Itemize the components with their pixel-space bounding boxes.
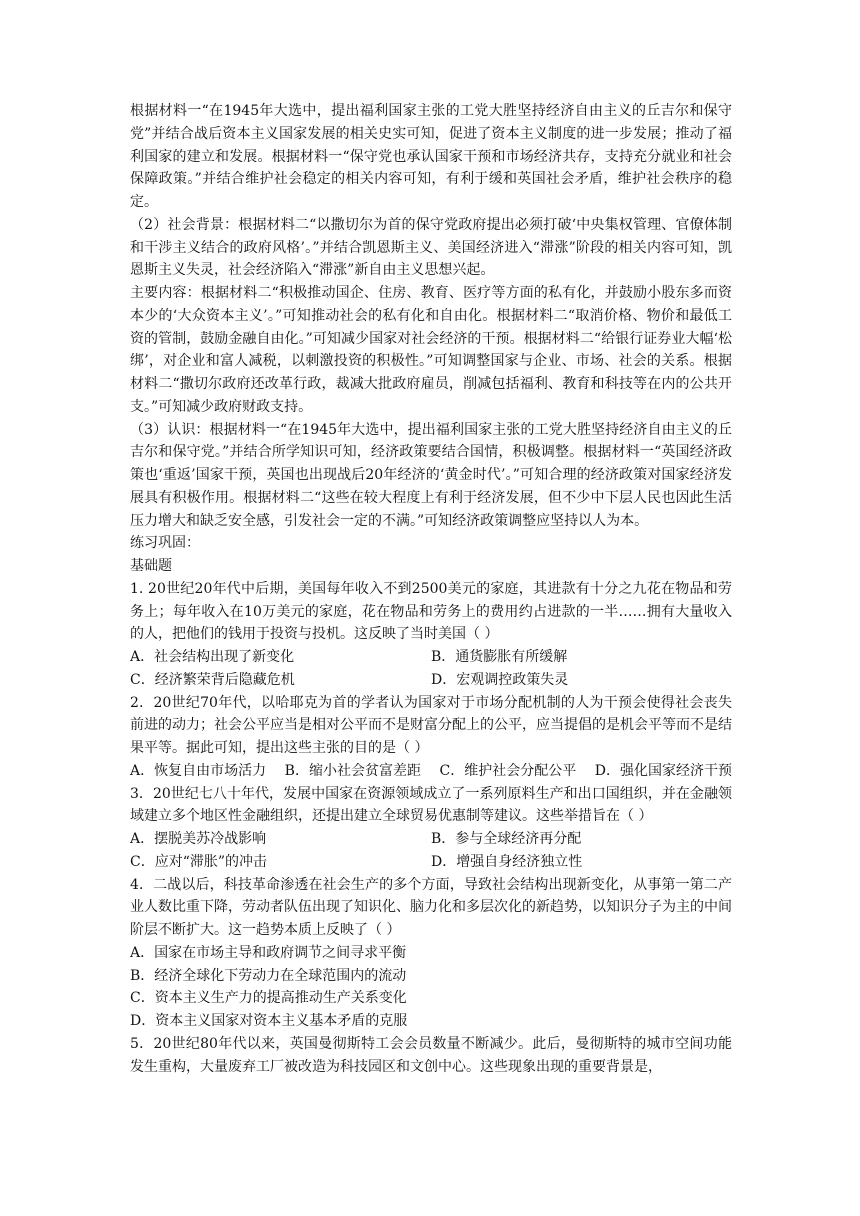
- question-3-stem: 3．20世纪七八十年代，发展中国家在资源领域成立了一系列原料生产和出口国组织，并在金融领域建立多个地区性金融组织，还提出建立全球贸易优惠制等建议。这些举措旨在（ ）: [130, 785, 732, 825]
- analysis-paragraph-2: （2）社会背景：根据材料二“以撒切尔为首的保守党政府提出必须打破‘中央集权管理、官僚体制和干涉主义结合的政府风格’。”并结合凯恩斯主义、美国经济进入“滞涨”阶段的相关内容可知，凯恩斯主义失灵，社会经济陷入“滞涨”新自由主义思想兴起。: [130, 216, 732, 279]
- question-1-option-d: D．宏观调控政策失灵: [431, 671, 569, 688]
- subsection-title: 基础题: [130, 558, 172, 574]
- analysis-paragraph-1: 根据材料一“在1945年大选中，提出福利国家主张的工党大胜坚持经济自由主义的丘吉尔和保守党”并结合战后资本主义国家发展的相关史实可知，促进了资本主义制度的进一步发展；推动了福利国家的建立和发展。根据材料一“保守党也承认国家干预和市场经济共存，支持充分就业和社会保障政策。”并结合维护社会稳定的相关内容可知，有利于缓和英国社会矛盾，维护社会秩序的稳定。: [130, 103, 732, 210]
- question-1-option-c: C．经济繁荣背后隐藏危机: [130, 671, 295, 688]
- question-3-options-row-2: [130, 851, 732, 874]
- question-3-option-a: A．摆脱美苏冷战影响: [130, 831, 267, 847]
- question-1-options-row-2: [130, 669, 732, 692]
- question-4-option-a: A．国家在市场主导和政府调节之间寻求平衡: [130, 944, 407, 961]
- question-5-stem: 5．20世纪80年代以来，英国曼彻斯特工会会员数量不断减少。此后，曼彻斯特的城市空间功能发生重构，大量废弃工厂被改造为科技园区和文创中心。这些现象出现的重要背景是，: [130, 1035, 732, 1075]
- question-2-option-a: A．恢复自由市场活力: [130, 762, 267, 779]
- question-1-stem: 1. 20世纪20年代中后期，美国每年收入不到2500美元的家庭，其进款有十分之九花在物品和劳务上；每年收入在10万美元的家庭，花在物品和劳务上的费用约占进款的一半……拥有大量收入的人，把他们的钱用于投资与投机。这反映了当时美国（ ）: [130, 580, 732, 643]
- question-2-option-d: D．强化国家经济干预: [594, 762, 732, 779]
- question-1-options-row-1: [130, 646, 732, 669]
- question-3-options-row-1: [130, 828, 732, 851]
- question-1-option-a: A．社会结构出现了新变化: [130, 649, 295, 665]
- analysis-paragraph-4: （3）认识：根据材料一“在1945年大选中，提出福利国家主张的工党大胜坚持经济自由主义的丘吉尔和保守党。”并结合所学知识可知，经济政策要结合国情，积极调整。根据材料一“英国经济政策也‘重返’国家干预，英国也出现战后20年经济的‘黄金时代’。”可知合理的经济政策对国家经济发展具有积极作用。根据材料二“这些在较大程度上有利于经济发展，但不少中下层人民也因此生活压力增大和缺乏安全感，引发社会一定的不满。”可知经济政策调整应坚持以人为本。: [130, 421, 732, 529]
- question-4-stem: 4．二战以后，科技革命渗透在社会生产的多个方面，导致社会结构出现新变化，从事第一第二产业人数比重下降，劳动者队伍出现了知识化、脑力化和多层次化的新趋势，以知识分子为主的中间阶层不断扩大。这一趋势本质上反映了（ ）: [130, 876, 732, 938]
- question-3-option-d: D．增强自身经济独立性: [431, 853, 583, 870]
- question-1-option-b: B．通货膨胀有所缓解: [431, 649, 568, 665]
- question-4-option-d: D．资本主义国家对资本主义基本矛盾的克服: [130, 1013, 408, 1029]
- section-title: 练习巩固：: [130, 535, 200, 552]
- question-2-option-c: C．维护社会分配公平: [439, 762, 577, 779]
- document-page: [130, 100, 732, 1078]
- question-2-options: [130, 760, 732, 783]
- question-3-option-b: B．参与全球经济再分配: [431, 831, 582, 847]
- question-3-option-c: C．应对“滞胀”的冲击: [130, 853, 268, 870]
- question-2-option-b: B．缩小社会贫富差距: [284, 762, 421, 779]
- question-4-option-b: B．经济全球化下劳动力在全球范围内的流动: [130, 967, 407, 984]
- question-2-stem: 2．20世纪70年代，以哈耶克为首的学者认为国家对于市场分配机制的人为干预会使得社会丧失前进的动力；社会公平应当是相对公平而不是财富分配上的公平，应当提倡的是机会平等而不是结果平等。据此可知，提出这些主张的目的是（ ）: [130, 694, 732, 756]
- question-4-option-c: C．资本主义生产力的提高推动生产关系变化: [130, 990, 407, 1007]
- analysis-paragraph-3: 主要内容：根据材料二“积极推动国企、住房、教育、医疗等方面的私有化，并鼓励小股东多而资本少的‘大众资本主义’。”可知推动社会的私有化和自由化。根据材料二“取消价格、物价和最低工资的管制，鼓励金融自由化。”可知减少国家对社会经济的干预。根据材料二“给银行证券业大幅‘松绑’，对企业和富人减税，以刺激投资的积极性。”可知调整国家与企业、市场、社会的关系。根据材料二“撒切尔政府还改革行政，裁减大批政府雇员，削减包括福利、教育和科技等在内的公共开支。”可知减少政府财政支持。: [130, 285, 732, 415]
